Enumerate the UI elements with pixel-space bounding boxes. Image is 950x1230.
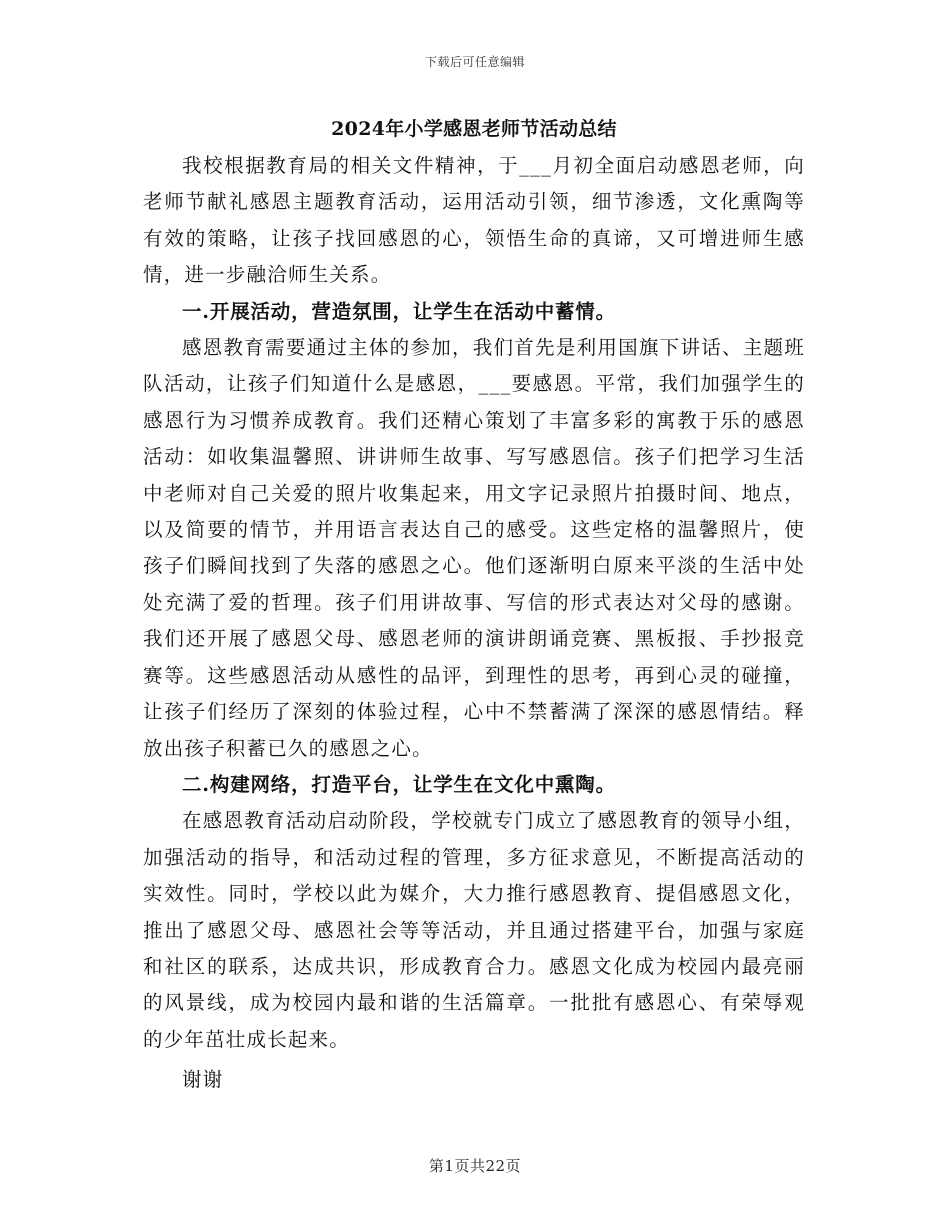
header-note: 下载后可任意编辑	[424, 55, 525, 69]
section-1-heading: 一.开展活动，营造氛围，让学生在活动中蓄情。	[182, 299, 616, 323]
document-title: 2024年小学感恩老师节活动总结	[331, 118, 617, 140]
section-1-body: 感恩教育需要通过主体的参加，我们首先是利用国旗下讲话、主题班队活动，让孩子们知道什么是感恩，___要感恩。平常，我们加强学生的感恩行为习惯养成教育。我们还精心策划了丰富多彩的寓教于乐的感恩活动：如收集温馨照、讲讲师生故事、写写感恩信。孩子们把学习生活中老师对自己关爱的照片收集起来，用文字记录照片拍摄时间、地点，以及简要的情节，并用语言表达自己的感受。这些定格的温馨照片，使孩子们瞬间找到了失落的感恩之心。他们逐渐明白原来平淡的生活中处处充满了爱的哲理。孩子们用讲故事、写信的形式表达对父母的感谢。我们还开展了感恩父母、感恩老师的演讲朗诵竞赛、黑板报、手抄报竞赛等。这些感恩活动从感性的品评，到理性的思考，再到心灵的碰撞，让孩子们经历了深刻的体验过程，心中不禁蓄满了深深的感恩情结。释放出孩子积蓄已久的感恩之心。	[143, 336, 805, 760]
closing-text: 谢谢	[182, 1068, 224, 1092]
document-body	[143, 112, 805, 1099]
section-2-heading: 二.构建网络，打造平台，让学生在文化中熏陶。	[182, 772, 616, 796]
page-number: 第1页共22页	[428, 1157, 522, 1175]
section-2-body: 在感恩教育活动启动阶段，学校就专门成立了感恩教育的领导小组，加强活动的指导，和活动过程的管理，多方征求意见，不断提高活动的实效性。同时，学校以此为媒介，大力推行感恩教育、提倡感恩文化，推出了感恩父母、感恩社会等等活动，并且通过搭建平台，加强与家庭和社区的联系，达成共识，形成教育合力。感恩文化成为校园内最亮丽的风景线，成为校园内最和谐的生活篇章。一批批有感恩心、有荣辱观的少年茁壮成长起来。	[143, 809, 805, 1051]
intro-paragraph: 我校根据教育局的相关文件精神，于___月初全面启动感恩老师，向老师节献礼感恩主题教育活动，运用活动引领，细节渗透，文化熏陶等有效的策略，让孩子找回感恩的心，领悟生命的真谛，又可增进师生感情，进一步融洽师生关系。	[143, 154, 805, 287]
